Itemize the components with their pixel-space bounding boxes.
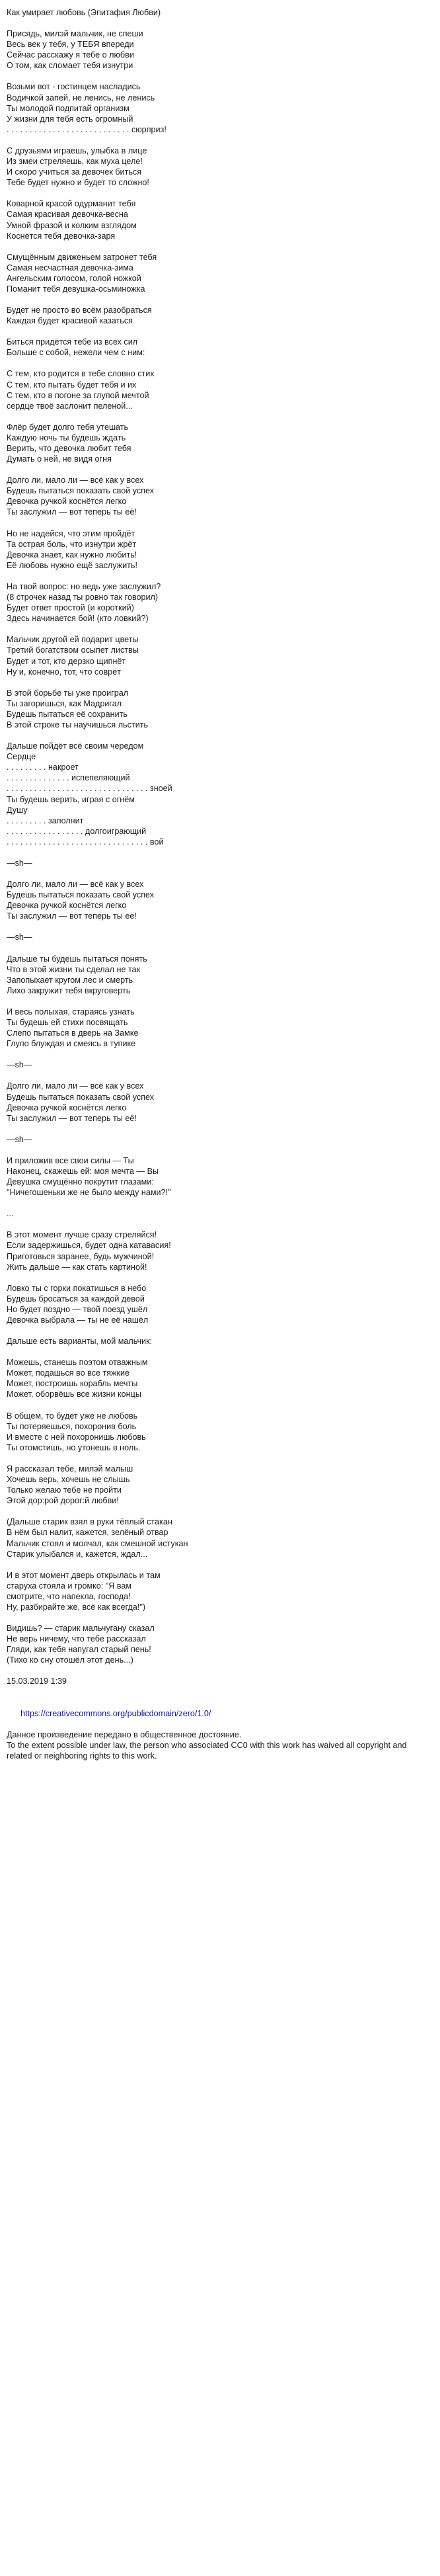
- stanza: [7, 1229, 433, 1272]
- poem-line: Видишь? — старик мальчугану сказал: [7, 1624, 155, 1634]
- poem-line: Ловко ты с горки покатишься в небо: [7, 1283, 147, 1293]
- poem-line: Только желаю тебе не пройти: [7, 1485, 122, 1495]
- stanza: [7, 1517, 433, 1559]
- poem-line: Жить дальше — как стать картиной!: [7, 1262, 147, 1272]
- poem-line: Умной фразой и колким взглядом: [7, 220, 137, 230]
- stanza: [7, 1357, 433, 1399]
- poem-line: Девочка ручкой коснётся легко: [7, 901, 127, 911]
- poem-body: [7, 28, 433, 1665]
- poem-line: Запопыхает кругом лес и смерть: [7, 975, 133, 985]
- poem-line: сердце твоё заслонит пеленой...: [7, 401, 133, 411]
- poem-line: Присядь, милэй мальчик, не спеши: [7, 29, 143, 39]
- poem-line: Думать о ней, не видя огня: [7, 454, 112, 464]
- poem-line: Самая несчастная девочка-зима: [7, 263, 133, 272]
- poem-line: Мальчик другой ей подарит цветы: [7, 635, 139, 645]
- stanza: [7, 368, 433, 411]
- stanza: [7, 305, 433, 326]
- poem-line: Ты отомстишь, но утонешь в ноль.: [7, 1442, 141, 1452]
- poem-line: Девушка смущённо покрутит глазами:: [7, 1177, 154, 1187]
- poem-line: Ты потеряешься, похоронив боль: [7, 1421, 137, 1431]
- stanza: [7, 1208, 433, 1219]
- poem-line: Но будет поздно — твой поезд ушёл: [7, 1304, 148, 1314]
- stanza: [7, 1411, 433, 1453]
- poem-line: У жизни для тебя есть огромный: [7, 114, 133, 124]
- poem-line: Можешь, станешь поэтом отважным: [7, 1358, 148, 1368]
- poem-line: Я рассказал тебе, милэй малыш: [7, 1464, 133, 1474]
- poem-line: В общем, то будет уже не любовь: [7, 1411, 138, 1421]
- poem-line: смотрите, что напекла, господа!: [7, 1591, 131, 1601]
- poem-line: В этой строке ты научишься льстить: [7, 720, 149, 729]
- poem-line: Будет не просто во всём разобраться: [7, 306, 152, 315]
- poem-line: В нём был налит, кажется, зелёный отвар: [7, 1528, 168, 1538]
- poem-line: Может, построишь корабль мечты: [7, 1379, 138, 1389]
- license-link[interactable]: https://creativecommons.org/publicdomain/zero/1.0/: [20, 1708, 211, 1718]
- license-text-en: To the extent possible under law, the person who associated CC0 with this work has waived all copyright and related or neighboring rights to this work.: [7, 1740, 407, 1761]
- poem-line: . . . . . . . . . . . . . . . . . . . . . . . . . . . сюрприз!: [7, 124, 166, 134]
- stanza: [7, 858, 433, 868]
- stanza: [7, 528, 433, 571]
- poem-line: Поманит тебя девушка-осьминожка: [7, 284, 145, 294]
- poem-line: Приготовься заранее, будь мужчиной!: [7, 1251, 155, 1261]
- stanza: [7, 954, 433, 996]
- poem-line: Этой дор:рой дорог:й любви!: [7, 1496, 119, 1506]
- publication-date: 15.03.2019 1:39: [7, 1677, 67, 1686]
- poem-line: Глупо блуждая и смеясь в тупике: [7, 1039, 136, 1049]
- license-text-ru: Данное произведение передано в общественное достояние.: [7, 1729, 242, 1739]
- stanza: [7, 422, 433, 464]
- poem-line: Слепо пытаться в дверь на Замке: [7, 1028, 139, 1038]
- poem-line: Но не надейся, что этим пройдёт: [7, 528, 135, 538]
- stanza: [7, 1283, 433, 1325]
- poem-line: Самая красивая девочка-весна: [7, 210, 128, 220]
- stanza: [7, 252, 433, 294]
- poem-line: Ты молодой подпитай организм: [7, 103, 129, 113]
- poem-line: "Ничегошеньки же не было между нами?!": [7, 1188, 171, 1198]
- poem-line: Долго ли, мало ли — всё как у всех: [7, 880, 144, 890]
- poem-line: С тем, кто пытать будет тебя и их: [7, 380, 137, 390]
- poem-line: В этот момент лучше сразу стреляйся!: [7, 1230, 157, 1240]
- poem-line: Дальше пойдёт всё своим чередом: [7, 741, 144, 751]
- poem-line: Коснётся тебя девочка-заря: [7, 231, 116, 241]
- stanza: [7, 1155, 433, 1198]
- poem-title: Как умирает любовь (Эпитафия Любви): [7, 8, 161, 17]
- poem-line: Коварной красой одурманит тебя: [7, 199, 136, 209]
- license-block: [7, 1698, 433, 1762]
- poem-line: Не верь ничему, что тебе рассказал: [7, 1634, 146, 1644]
- poem-line: Душу: [7, 805, 28, 815]
- poem-line: Возьми вот - гостинцем насладись: [7, 82, 141, 92]
- poem-line: Долго ли, мало ли — всё как у всех: [7, 476, 144, 485]
- poem-line: Сердце: [7, 752, 36, 762]
- poem-line: Лихо закружит тебя вкруговерть: [7, 985, 131, 995]
- poem-line: Девочка выбрала — ты не её нашёл: [7, 1315, 149, 1325]
- poem-line: ...: [7, 1209, 14, 1219]
- poem-line: Смущённым движеньем затронет тебя: [7, 252, 157, 262]
- stanza: [7, 1007, 433, 1049]
- poem-line: И приложив все свои силы — Ты: [7, 1155, 134, 1165]
- stanza: [7, 1623, 433, 1665]
- stanza: [7, 475, 433, 517]
- poem-line: Водичкой запей, не ленись, не ленись: [7, 93, 155, 103]
- poem-line: Третий богатством осыпет листвы: [7, 645, 139, 655]
- poem-line: Хочешь верь, хочешь не слышь: [7, 1475, 130, 1485]
- poem-line: Ты будешь ей стихи посвящать: [7, 1018, 128, 1028]
- stanza: [7, 1134, 433, 1145]
- poem-line: Ну и, конечно, тот, что соврёт: [7, 667, 121, 677]
- stanza: [7, 634, 433, 677]
- poem-line: —sh—: [7, 858, 32, 868]
- poem-line: Ты заслужил — вот теперь ты её!: [7, 507, 137, 517]
- poem-line: —sh—: [7, 1060, 32, 1070]
- poem-line: С тем, кто родится в тебе словно стих: [7, 369, 155, 379]
- poem-line: (Дальше старик взял в руки тёплый стакан: [7, 1517, 172, 1527]
- poem-line: И вместе с ней похоронишь любовь: [7, 1432, 146, 1442]
- stanza: [7, 198, 433, 241]
- poem-line: С друзьями играешь, улыбка в лице: [7, 145, 147, 155]
- stanza: [7, 1081, 433, 1123]
- poem-line: Биться придётся тебе из всех сил: [7, 337, 138, 347]
- poem-line: Будешь пытаться показать свой успех: [7, 890, 155, 900]
- poem-line: (8 строчек назад ты ровно так говорил): [7, 593, 159, 602]
- stanza: [7, 1336, 433, 1347]
- poem-line: И в этот момент дверь открылась и там: [7, 1570, 161, 1580]
- poem-line: старуха стояла и громко: "Я вам: [7, 1581, 132, 1591]
- poem-line: Будешь бросаться за каждой девой: [7, 1294, 145, 1304]
- poem-line: Тебе будет нужно и будет то сложно!: [7, 178, 149, 188]
- poem-line: . . . . . . . . . . . . . . . . . долгоиграющий: [7, 826, 147, 836]
- poem-line: Сейчас расскажу я тебе о любви: [7, 50, 134, 60]
- poem-line: Девочка ручкой коснётся легко: [7, 497, 127, 507]
- poem-line: Девочка ручкой коснётся легко: [7, 1102, 127, 1112]
- poem-line: —sh—: [7, 933, 32, 942]
- poem-line: Гляди, как тебя напугал старый пень!: [7, 1645, 151, 1655]
- poem-line: И скоро учиться за девочек биться: [7, 167, 142, 177]
- poem-line: Мальчик стоял и молчал, как смешной истукан: [7, 1538, 188, 1548]
- stanza: [7, 81, 433, 134]
- poem-line: . . . . . . . . . . . . . . испепеляющий: [7, 773, 130, 783]
- poem-line: Здесь начинается бой! (кто ловкий?): [7, 614, 149, 624]
- poem-line: Каждую ночь ты будешь ждать: [7, 433, 126, 442]
- poem-line: С тем, кто в погоне за глупой мечтой: [7, 390, 149, 400]
- poem-line: Наконец, скажешь ей: моя мечта — Вы: [7, 1166, 159, 1176]
- poem-line: Если задержишься, будет одна катавасия!: [7, 1241, 171, 1251]
- poem-line: Что в этой жизни ты сделал не так: [7, 964, 141, 974]
- poem-line: Будешь пытаться показать свой успех: [7, 1092, 155, 1102]
- stanza: [7, 337, 433, 358]
- stanza: [7, 688, 433, 730]
- poem-line: Та острая боль, что изнутри жрёт: [7, 539, 137, 549]
- poem-line: Флёр будет долго тебя утешать: [7, 422, 129, 432]
- poem-line: —sh—: [7, 1134, 32, 1144]
- poem-line: Будешь пытаться её сохранить: [7, 709, 128, 719]
- poem-line: Ты загоришься, как Мадригал: [7, 698, 122, 708]
- poem-line: И весь полыхая, стараясь узнать: [7, 1007, 135, 1017]
- poem-line: Ну, разбирайте же, всё как всегда!"): [7, 1602, 146, 1612]
- poem-line: Девочка знает, как нужно любить!: [7, 550, 137, 560]
- poem-line: . . . . . . . . . . . . . . . . . . . . . . . . . . . . . . . зноей: [7, 784, 172, 794]
- stanza: [7, 581, 433, 624]
- stanza: [7, 28, 433, 71]
- poem-line: Может, подашься во все тяжкие: [7, 1368, 130, 1378]
- stanza: [7, 1464, 433, 1506]
- poem-line: . . . . . . . . . накроет: [7, 763, 79, 772]
- poem-line: Старик улыбался и, кажется, ждал...: [7, 1549, 148, 1559]
- stanza: [7, 932, 433, 942]
- poem-line: (Тихо ко сну отошёл этот день...): [7, 1655, 133, 1665]
- poem-line: Верить, что девочка любит тебя: [7, 444, 131, 453]
- poem-line: Ангельским голосом, голой ножкой: [7, 273, 141, 283]
- poem-line: Дальше есть варианты, мой мальчик:: [7, 1337, 153, 1347]
- stanza: [7, 741, 433, 847]
- poem-line: . . . . . . . . . заполнит: [7, 815, 84, 825]
- poem-line: Может, оборвёшь все жизни концы: [7, 1390, 141, 1399]
- poem-line: Будешь пытаться показать свой успех: [7, 486, 155, 496]
- poem-line: В этой борьбе ты уже проиграл: [7, 688, 129, 698]
- poem-line: Ты заслужил — вот теперь ты её!: [7, 1113, 137, 1123]
- poem-line: Долго ли, мало ли — всё как у всех: [7, 1081, 144, 1091]
- poem-line: Дальше ты будешь пытаться понять: [7, 954, 147, 964]
- poem-line: Из змеи стреляешь, как муха целе!: [7, 157, 143, 167]
- poem-line: Ты будешь верить, играя с огнём: [7, 794, 135, 804]
- stanza: [7, 145, 433, 188]
- poem-line: На твой вопрос: но ведь уже заслужил?: [7, 581, 161, 591]
- poem-line: Весь век у тебя, у ТЕБЯ впереди: [7, 40, 134, 50]
- poem-line: Каждая будет красивой казаться: [7, 316, 133, 326]
- poem-line: Будет ответ простой (и короткий): [7, 603, 134, 613]
- poem-line: . . . . . . . . . . . . . . . . . . . . . . . . . . . . . . . вой: [7, 837, 164, 847]
- poem-line: Ты заслужил — вот теперь ты её!: [7, 911, 137, 921]
- stanza: [7, 1570, 433, 1612]
- poem-line: Её любовь нужно ещё заслужить!: [7, 560, 137, 570]
- poem-line: О том, как сломает тебя изнутри: [7, 61, 133, 71]
- poem-line: Больше с собой, нежели чем с ним:: [7, 348, 145, 358]
- poem-line: Будет и тот, кто дерзко щипнёт: [7, 656, 126, 666]
- stanza: [7, 1059, 433, 1070]
- stanza: [7, 879, 433, 921]
